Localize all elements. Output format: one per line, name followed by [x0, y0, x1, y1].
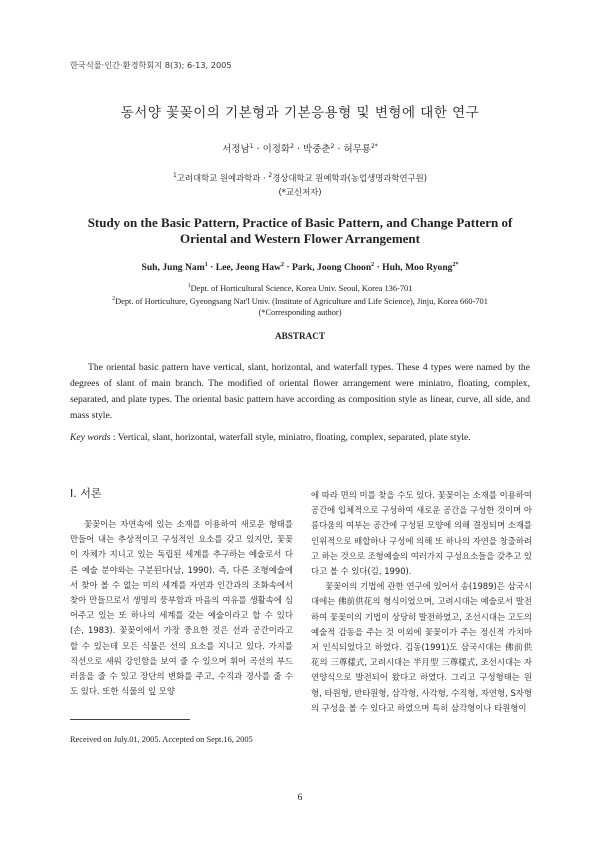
- affiliation-text: Dept. of Horticultural Science, Korea Univ. Seoul, Korea 136-701: [190, 283, 413, 293]
- author-sup: 1: [249, 142, 254, 150]
- keywords: [70, 432, 530, 443]
- affiliation-sup: 2: [268, 172, 273, 179]
- right-column-paragraph: 꽃꽂이의 기법에 관한 연구에 있어서 송(1989)은 삼국시대에는 佛前供花의 형식이었으며, 고려시대는 예술로서 발전하여 꽃꽂이의 기법이 상당히 발전하였고, 조선시대는 고도의 예술적 감동을 주는 것 이외에 꽃꽂이가 주는 정신적 가치마저 인식되었다고 하였다. 김동(1991)도 삼국시대는 佛前供花의 三尊樣式, 고려시대는 半月型 三尊樣式, 조선시대는 자연양식으로 발전되어 왔다고 하였다. 그리고 구성형태는 원형, 타원형, 반타원형, 삼각형, 사각형, 수직형, 자연형, S자형의 구성을 볼 수 있다고 하였으며 특히 삼각형이나 타원형이: [311, 581, 532, 713]
- english-affiliation: [0, 281, 600, 318]
- author-sup: 2: [371, 262, 375, 268]
- author-name: 이정화: [262, 144, 291, 155]
- affiliation-text: 경상대학교 원예학과(농업생명과학연구원): [272, 172, 428, 183]
- korean-affiliation: [0, 169, 600, 199]
- author-separator: ·: [253, 144, 263, 155]
- author-name: Huh, Moo Ryong: [382, 262, 453, 274]
- english-affiliation-line3: (*Corresponding author): [258, 307, 342, 317]
- author-separator: ·: [334, 144, 344, 155]
- author-sup: 2: [330, 142, 335, 150]
- author-sup: 1: [204, 262, 208, 268]
- korean-affiliation-line2: (*교신저자): [278, 186, 322, 197]
- korean-title: 동서양 꽃꽂이의 기본형과 기본응용형 및 변형에 대한 연구: [120, 105, 480, 121]
- author-separator: ·: [284, 262, 292, 274]
- author-separator: ·: [207, 262, 216, 274]
- author-name: 허무룡: [343, 144, 371, 155]
- author-name: 박중춘: [303, 144, 331, 155]
- abstract-text: The oriental basic pattern have vertical, slant, horizontal, and waterfall types. These 4 types were named by the degrees of slant of main branch. The modified of oriental flower arrangement were miniatro, floating, complex, separated, and plate types. The oriental basic pattern have according as composition style as linear, curve, all side, and mass style.: [70, 362, 530, 421]
- author-name: Park, Joong Choon: [292, 262, 372, 274]
- keywords-text: : Vertical, slant, horizontal, waterfall style, miniatro, floating, complex, separated, plate style.: [110, 432, 471, 443]
- english-title-line1: Study on the Basic Pattern, Practice of Basic Pattern, and Change Pattern of: [87, 215, 513, 230]
- affiliation-sup: 2: [112, 296, 116, 303]
- english-authors: [0, 262, 600, 273]
- abstract-heading: ABSTRACT: [274, 331, 326, 341]
- author-name: Lee, Jeong Haw: [215, 262, 281, 274]
- affiliation-text: Dept. of Horticulture, Gyeongsang Nat'l Univ. (Institute of Agriculture and Life Science), Jinju, Korea 660-701: [115, 297, 488, 307]
- english-affiliation-line2: [0, 294, 600, 307]
- right-column: [311, 488, 532, 716]
- footnote: Received on July.01, 2005. Accepted on Sept.16, 2005: [70, 735, 253, 744]
- english-affiliation-line1: [0, 281, 600, 294]
- section-heading: I. 서론: [70, 487, 102, 500]
- english-title: [0, 215, 600, 247]
- footnote-divider: [70, 719, 190, 720]
- affiliation-text: 고려대학교 원예과학과 ·: [176, 172, 269, 183]
- journal-citation: 한국식물·인간·환경학회지 8(3); 6-13, 2005: [70, 60, 232, 70]
- keywords-label: Key words: [70, 432, 111, 443]
- right-column-paragraph: 에 따라 면의 미를 찾을 수도 있다. 꽃꽂이는 소재를 이용하여 공간에 입체적으로 구성하여 새로운 공간을 구성한 것이며 아름다움의 여부는 공간에 구성된 모양에 의해 결정되며 소재를 인위적으로 배합하나 구성에 의해 또 하나의 자연을 창출하려고 하는 것으로 조형예술의 여러가지 구성요소들을 갖추고 있다고 볼 수 있다(김, 1990).: [311, 490, 532, 577]
- korean-affiliation-line1: [0, 169, 600, 185]
- author-sup: 2: [281, 262, 284, 268]
- author-sup: 2: [290, 142, 294, 150]
- korean-authors: [0, 141, 600, 155]
- author-name: Suh, Jung Nam: [141, 262, 205, 274]
- author-name: 서정남: [222, 144, 250, 155]
- english-title-line2: Oriental and Western Flower Arrangement: [180, 231, 420, 246]
- author-sup: 2*: [370, 142, 378, 150]
- page-number: 6: [297, 792, 303, 803]
- author-separator: ·: [293, 144, 304, 155]
- author-separator: ·: [374, 262, 383, 274]
- affiliation-sup: 1: [172, 172, 177, 179]
- left-column-text: 꽃꽂이는 자연속에 있는 소재를 이용하여 새로운 형태를 만들어 내는 추상적이고 구성적인 요소를 갖고 있지만, 꽃꽂이 자체가 지니고 있는 독립된 세계를 추구하는 예술로서 다른 예술 분야와는 구분된다(남, 1990). 즉, 다른 조형예술에서 찾아 볼 수 없는 미의 세계를 자연과 인간과의 조화속에서 찾아 만들므로서 생명의 풍부함과 마음의 여유를 생활속에 심어주고 있는 또 하나의 세계를 갖는 예술이라고 할 수 있다(손, 1983). 꽃꽂이에서 가장 중요한 것은 선과 공간이라고 할 수 있는데 모든 식물은 선의 요소를 지니고 있다. 가지를 직선으로 세워 강인함을 보여 줄 수 있으며 휘어 곡선의 부드러움을 줄 수 있고 장단의 변화를 주고, 수직과 경사를 줄 수도 있다. 또한 식물의 잎 모양: [70, 519, 293, 697]
- author-sup: 2*: [452, 262, 459, 268]
- affiliation-sup: 1: [187, 283, 191, 289]
